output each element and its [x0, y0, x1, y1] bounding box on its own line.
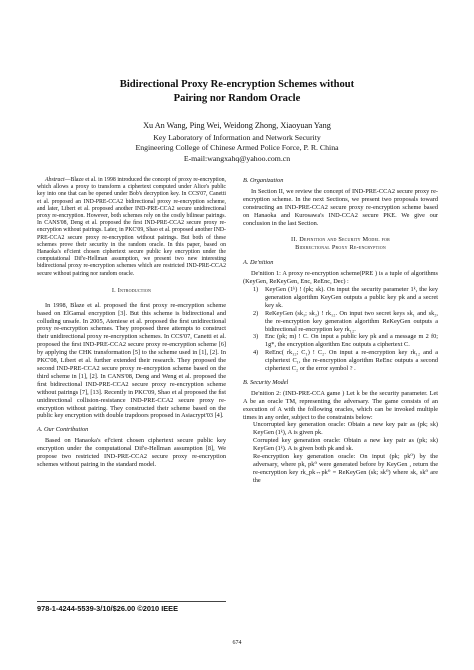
- list-item-text: ReKeyGen (sk₁; sk₂) ! rk₁₂. On input two secret keys sk₁ and sk₂, the re-encryption key generation algorithm ReKeyGen outputs a bidirectional re-encryption key rk₁₂.: [265, 309, 438, 333]
- affiliation-line-2: Engineering College of Chinese Armed Police Force, P. R. China: [135, 143, 339, 152]
- list-item-number: 4): [253, 349, 259, 357]
- algorithm-list: [243, 286, 438, 373]
- abstract: [37, 177, 226, 278]
- author-names: Xu An Wang, Ping Wei, Weidong Zhong, Xiaoyuan Yang: [143, 121, 331, 130]
- affiliation-line-1: Key Laboratory of Information and Network Security: [153, 132, 321, 142]
- oracle-corrupted-keygen: Corrupted key generation oracle: Obtain a new key pair as (pk; sk) KeyGen (1ᵏ). A is given both pk and sk.: [253, 437, 438, 453]
- paper-title: [40, 78, 434, 106]
- list-item-text: Enc (pk; m) ! C. On input a public key pk and a message m 2 f0; 1g*, the encryption algorithm Enc outputs a ciphertext C.: [265, 333, 438, 349]
- copyright-notice: 978-1-4244-5539-3/10/$26.00 ©2010 IEEE: [37, 604, 179, 613]
- list-item: [253, 286, 438, 310]
- footer-rule: [37, 601, 226, 602]
- right-column: [243, 177, 438, 485]
- subsection-heading-contribution: A. Our Contribution: [37, 426, 89, 434]
- list-item-text: KeyGen (1ᵏ) ! (pk; sk). On input the security parameter 1ᵏ, the key generation algorithm KeyGen outputs a public key pk and a secret key sk.: [265, 285, 438, 309]
- abstract-text: —Blaze et al. in 1998 introduced the concept of proxy re-encryption, which allows a proxy to transform a ciphertext computed under Alice's public key into one that can be opened under Bob's decryption key. In CCS'07, Canetti et al. proposed an IND-PRE-CCA2 bidirectional proxy re-encryption scheme, and later, Libert et al. proposed another IND-PRE-CCA2 secure unidirectional proxy re-encryption. However, both schemes rely on the costly bilinear pairings. In CANS'08, Deng et al. proposed the ﬁrst IND-PRE-CCA2 secure proxy re-encryption without pairings. Later, in PKC'09, Shao et al. proposed another IND-PRE-CCA2 secure proxy re-encryption without pairings. But both of these schemes prove their security in the random oracle. In this paper, based on Hanaoka's ef'cient chosen ciphertext secure public key encryption under the computational Dif'e-Hellman assumption, we present two new interesting bidirectional proxy re-encryption schemes which are restricted IND-PRE-CCA2 secure without pairing nor random oracle.: [37, 177, 226, 277]
- list-item: [253, 310, 438, 334]
- title-line-2: Pairing nor Random Oracle: [173, 93, 301, 104]
- section-heading-definition: [243, 236, 438, 252]
- contribution-paragraph: Based on Hanaoka's ef'cient chosen ciphertext secure public key encryption under the computational Dif'e-Hellman assumption [8], We propose two restricted IND-PRE-CCA2 secure proxy re-encryption schemes without pairing in the standard model.: [37, 437, 226, 468]
- list-item: [253, 349, 438, 373]
- oracle-rekeygen: Re-encryption key generation oracle: On input (pk; pk⁰) by the adversary, where pk, pk⁰ were generated before by KeyGen , return the re-encryption key rk_pk↔pk⁰ = ReKeyGen (sk; sk⁰) where sk, sk⁰ are the: [253, 453, 438, 484]
- definition-1: De'nition 1: A proxy re-encryption scheme(PRE ) is a tuple of algorithms (KeyGen, ReKeyGen, Enc, ReEnc, Dec) :: [243, 270, 438, 286]
- subsection-heading-organization: B. Organization: [243, 177, 284, 184]
- list-item-number: 2): [253, 309, 259, 317]
- subsection-heading-security-model: B. Security Model: [243, 378, 289, 386]
- subsection-heading-definition: A. De'nition: [243, 259, 274, 267]
- definition-2: De'nition 2: (IND-PRE-CCA game ) Let k be the security parameter. Let A be an oracle TM, representing the adversary. The game consists of an execution of A with the following oracles, which can be invoked multiple times in any order, subject to the constraints below:: [243, 389, 438, 421]
- page-number: 674: [232, 640, 242, 646]
- intro-paragraph: In 1998, Blaze et al. proposed the ﬁrst proxy re-encryption scheme based on ElGamal encryption [3]. But this scheme is bidirectional and colluding unsafe. In 2005, Ateniese et al. proposed the ﬁrst unidirectional proxy re-encryption schemes. They proposed three attempts to construct their unidirectional proxy re-encryption schemes. In CCS'07, Canetti et al. proposed the ﬁrst IND-PRE-CCA2 secure proxy re-encryption scheme [6] by applying the CHK transformation [5] to the scheme used in [1], [2]. In PKC'08, Libert et al. further extended their research. They proposed the second IND-PRE-CCA2 secure proxy re-encryption scheme based on the third scheme in [1], [2]. In CANS'08, Deng and Weng et al. proposed the ﬁrst bidirectional IND-PRE-CCA2 secure proxy re-encryption scheme without pairings [7], [13]. Recently in PKC'09, Shao et al proposed the ﬁst unidirectional collision-resistance IND-PRE-CCA2 secure proxy re-encryption without pairing. They constructed their scheme based on the public key encryption with double trapdoors proposed in Asiacrypt'03 [4].: [37, 301, 226, 420]
- list-item-number: 3): [253, 333, 259, 341]
- abstract-label: Abstract: [45, 177, 65, 183]
- author-block: [40, 121, 434, 164]
- section-heading-definition-line-1: II. Definition and Security Model for: [291, 236, 390, 244]
- author-email: E-mail:wangxahq@yahoo.com.cn: [183, 153, 291, 163]
- title-line-1: Bidirectional Proxy Re-encryption Schemes without: [119, 79, 355, 90]
- section-heading-definition-line-2: Bidirectional Proxy Re-encryption: [295, 244, 386, 252]
- section-heading-introduction: I. Introduction: [111, 286, 152, 294]
- list-item-number: 1): [253, 285, 259, 293]
- oracle-uncorrupted-keygen: Uncorrupted key generation oracle: Obtain a new key pair as (pk; sk) KeyGen (1ᵏ), A is given pk.: [253, 421, 438, 437]
- oracle-list: [243, 421, 438, 484]
- left-column: [37, 177, 226, 469]
- organization-paragraph: In Section II, we review the concept of IND-PRE-CCA2 secure proxy re-encryption scheme. In the next Sections, we present two proposals toward constructing an IND-PRE-CCA2 secure proxy re-encryption scheme based on Hanaoka and Kurosawa's IND-CCA2 secure PKE. We give our conclusion in the last Section.: [243, 187, 438, 227]
- list-item: [253, 333, 438, 349]
- list-item-text: ReEnc( rk₁₂; C₁) ! C₂. On input a re-encryption key rk₁₂ and a ciphertext C₁, the re-encryption algorithm ReEnc outputs a second ciphertext C₂ or the error symbol ? .: [265, 349, 438, 373]
